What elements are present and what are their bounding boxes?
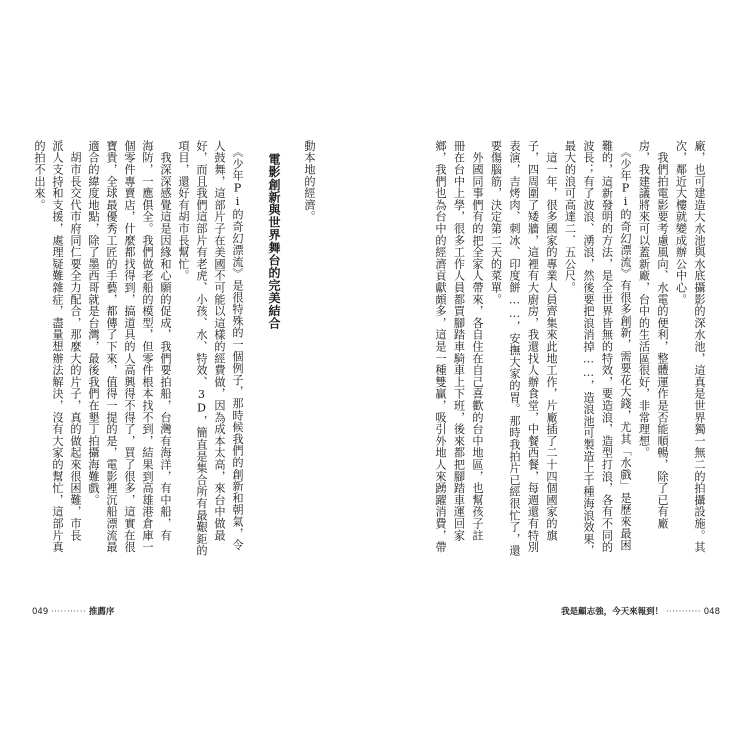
text-column: 鄉，我們也為台中的經濟貢獻頗多，這是一種雙贏，吸引外地人來踴躍消費，帶	[434, 140, 447, 553]
text-column: 我深深感覺這是因緣和心願的促成，我們要拍船，台灣有海洋，有中船，有	[159, 140, 172, 542]
text-column: 適合的緯度地點，除了墨西哥就是台灣，最後我們在墾丁拍攝海難戲。	[87, 140, 100, 506]
right-page-footer	[561, 605, 720, 617]
text-column: 房，我建議將來可以蓋新廠，台中的生活區很好，非常理想。	[637, 140, 651, 459]
text-column: 海防，一應俱全。我們做老船的模型，但零件根本找不到，結果到高雄港倉庫一	[141, 140, 154, 553]
section-heading: 電影創新與世界舞台的完美結合	[267, 153, 281, 330]
text-column: 冊在台中上學，很多工作人員都買腳踏車騎車上下班，後來都把腳踏車運回家	[452, 140, 466, 542]
footer-leader-dots: ···········	[665, 607, 702, 617]
left-page-footer	[32, 605, 114, 617]
text-column: 子，四周圍了矮牆，這裡有大廚房，我還找人辦食堂，中餐西餐，每週還有特別	[526, 140, 540, 553]
text-column: 《少年Pi的奇幻漂流》是很特殊的一個例子，那時候我們的創新和朝氣，令	[231, 140, 244, 551]
text-column: 這一年，很多國家的專業人員齊集來此地工作，片廠插了二十四個國家的旗	[545, 140, 558, 542]
text-column: 派人支持和支援，處理疑難雜症，盡量想辦法解決，沒有大家的幫忙，這部片真	[51, 140, 64, 553]
text-column: 波長；有了波浪、湧浪，然後要把浪消掉……，造浪池可製造上千種海浪效果，	[582, 140, 595, 557]
text-column: 外國同事們有的把全家人帶來，各自住在自己喜歡的台中地區，也幫孩子註	[471, 140, 484, 542]
text-column: 動本地的經濟。	[303, 140, 316, 223]
text-column: 人鼓舞，這部片子在美國不可能以這樣的經費做，因為成本太高，來台中做最	[213, 140, 226, 542]
page-number: 048	[703, 607, 720, 617]
text-column: 難的，這新發明的方法，是全世界皆無的特效，要造浪，造型打浪，各有不同的	[600, 140, 614, 553]
running-title: 推薦序	[88, 607, 115, 617]
text-column: 的拍不出來。	[33, 140, 46, 211]
right-page	[375, 0, 750, 750]
text-column: 個零件專賣店，什麼都找得到，搞道具的人高興得不得了，買了很多，這實在很	[123, 140, 136, 553]
text-column: 最大的浪可高達二．五公尺。	[563, 140, 577, 294]
text-column: 要傷腦筋，決定第二天的菜單。	[489, 140, 503, 306]
page-number: 049	[32, 607, 49, 617]
running-title: 我是顧志強，今天來報到！	[561, 607, 664, 617]
text-column: 廠，也可建造大水池與水底攝影的深水池，這真是世界獨一無二的拍攝設施。其	[693, 140, 706, 553]
text-column: 我們拍電影要考慮風向、水電的便利，整體運作是否能順暢，除了已有廠	[656, 140, 669, 530]
footer-leader-dots: ···········	[50, 607, 87, 617]
text-column: 《少年Pi的奇幻漂流》有很多創新，需要花大錢，尤其「水戲」是歷來最困	[619, 140, 632, 551]
text-column: 胡市長交代市府同仁要全力配合，那麼大的片子，真的做起來很困難，市長	[69, 140, 82, 542]
text-column: 好，而且我們這部片有老虎、小孩、水、特效、3D，簡直是集合所有最艱鉅的	[195, 140, 208, 557]
text-column: 項目，還好有胡市長幫忙。	[177, 140, 190, 282]
text-column: 次，鄰近大樓就變成辦公中心。	[674, 140, 688, 306]
text-column: 寶貴，全球最優秀工匠的手藝，都傳了下來，值得一提的是，電影裡沉船漂流最	[105, 140, 118, 553]
text-column: 表演，吉烤肉、刺冰、印度餅……，安撫大家的胃。那時我拍片已經很忙了，還	[508, 140, 521, 557]
